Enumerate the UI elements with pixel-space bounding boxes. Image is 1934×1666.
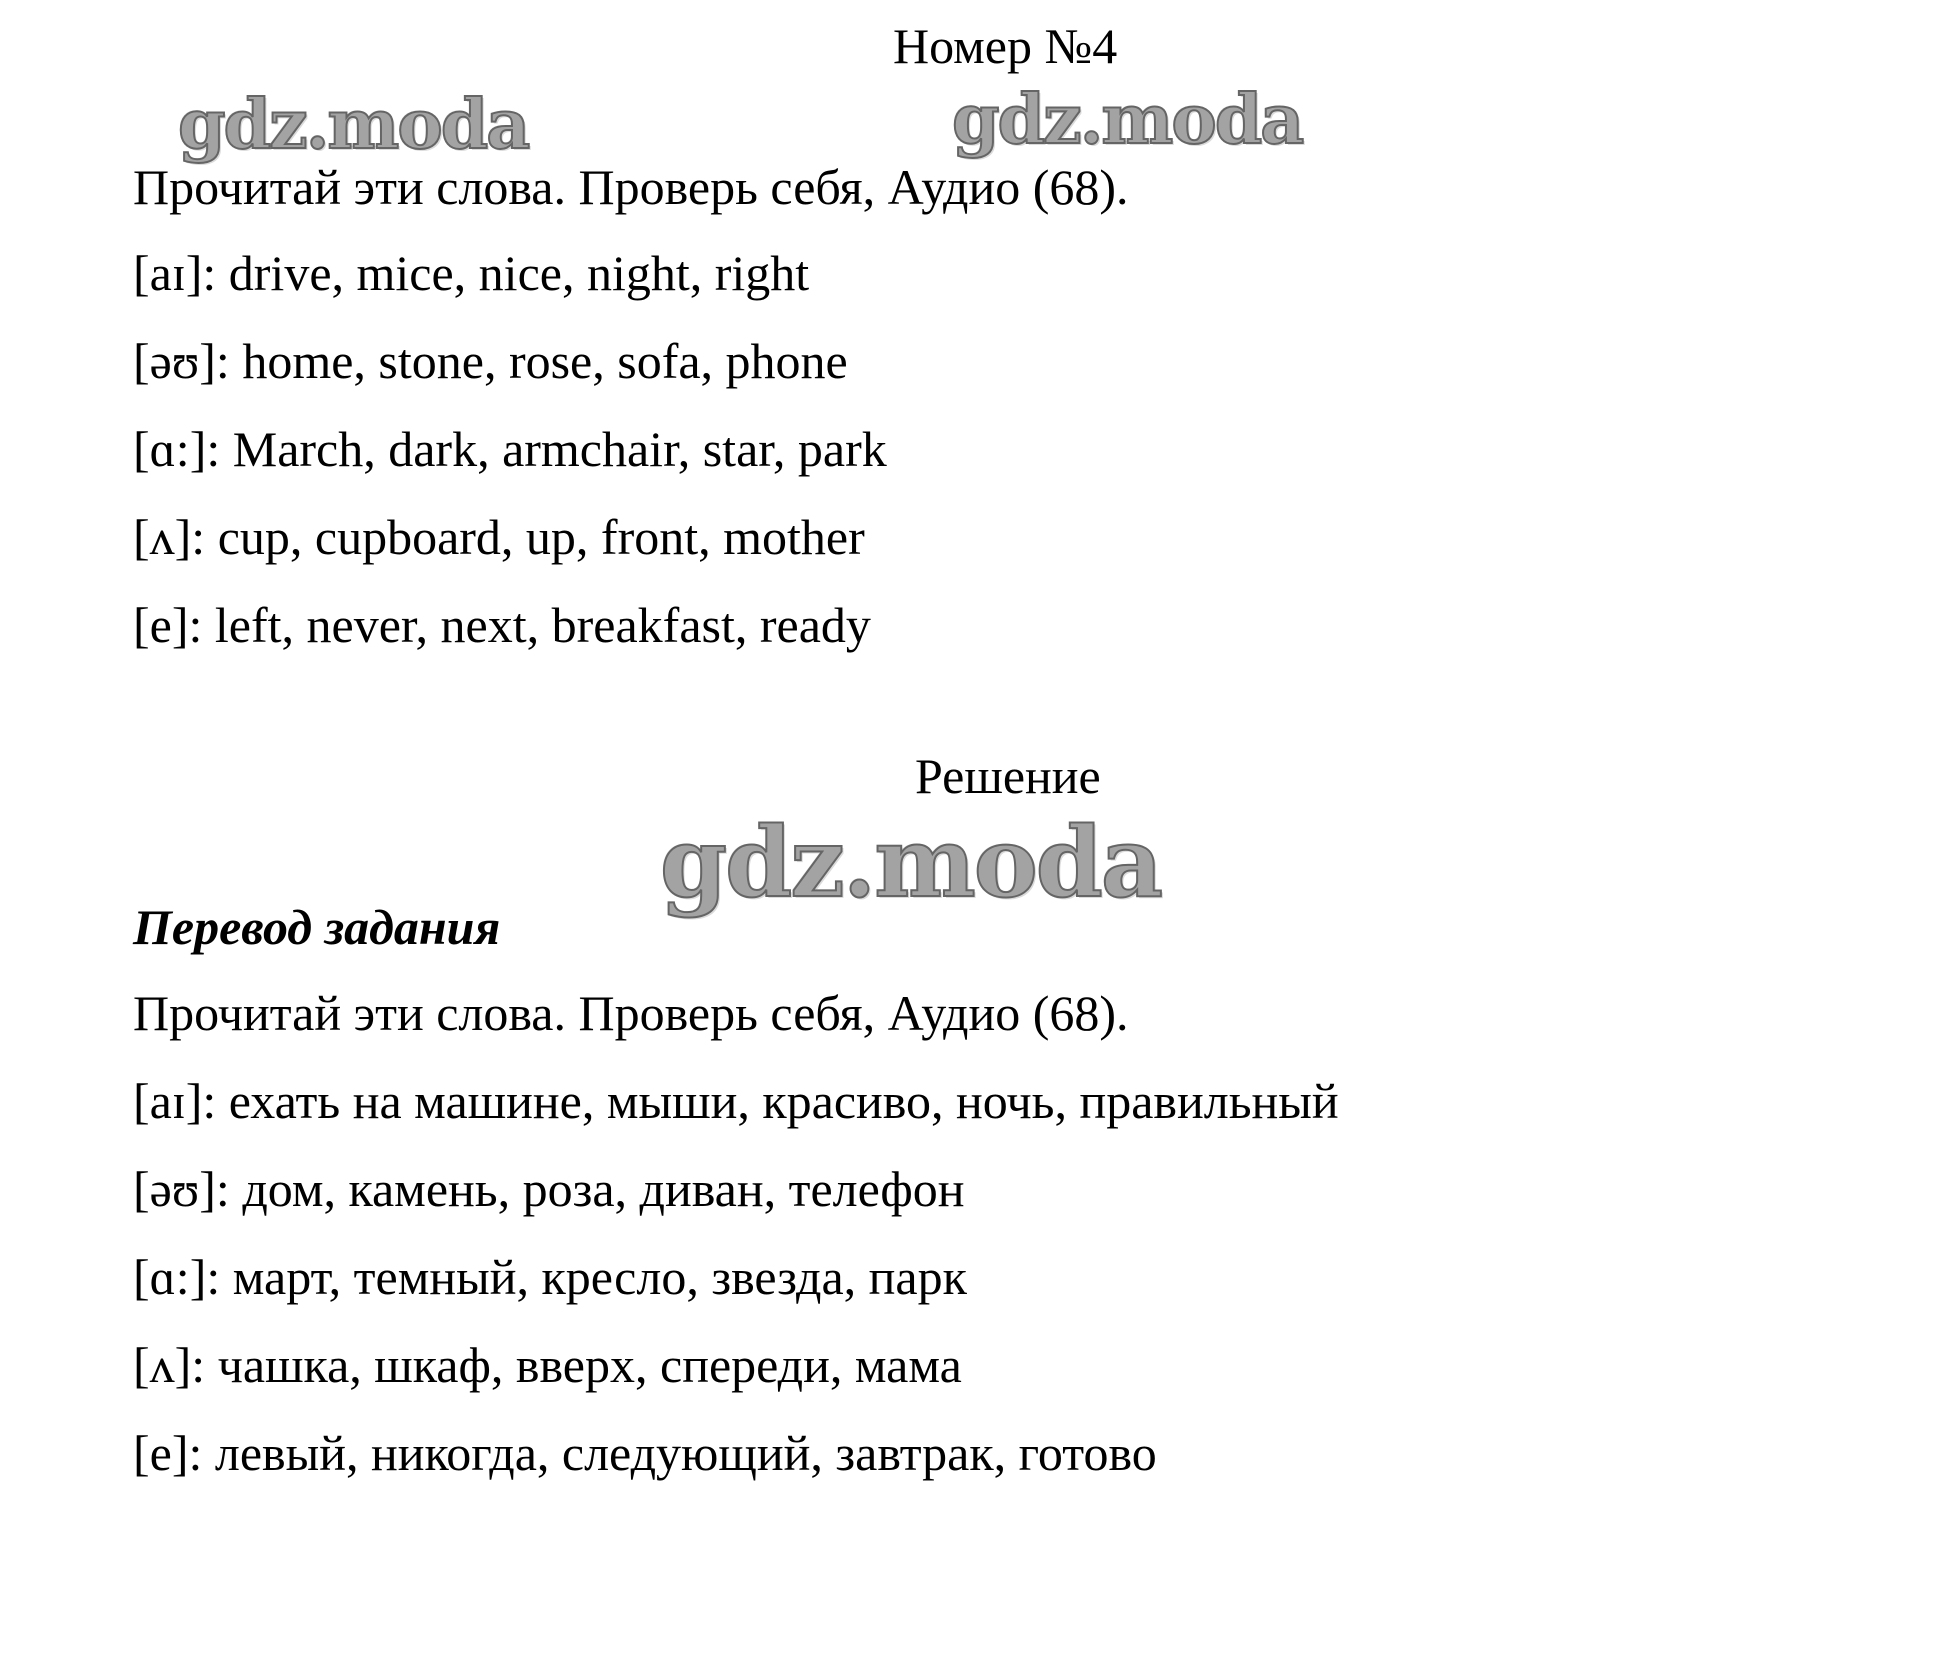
translation-line-a-long: [ɑ:]: март, темный, кресло, звезда, парк xyxy=(133,1249,967,1305)
watermark-logo-large: gdz.moda xyxy=(660,806,1162,919)
task-line-wedge: [ʌ]: cup, cupboard, up, front, mother xyxy=(133,509,865,565)
translation-instruction: Прочитай эти слова. Проверь себя, Аудио (68). xyxy=(133,985,1129,1041)
task-line-ai: [aɪ]: drive, mice, nice, night, right xyxy=(133,245,810,301)
page-title: Номер №4 xyxy=(893,18,1118,74)
solution-heading: Решение xyxy=(915,748,1101,804)
task-line-ou: [əʊ]: home, stone, rose, sofa, phone xyxy=(133,333,848,389)
translation-line-e: [e]: левый, никогда, следующий, завтрак, готово xyxy=(133,1425,1157,1481)
translation-line-wedge: [ʌ]: чашка, шкаф, вверх, спереди, мама xyxy=(133,1337,962,1393)
task-instruction: Прочитай эти слова. Проверь себя, Аудио (68). xyxy=(133,159,1129,215)
watermark-logo-center: gdz.moda xyxy=(952,80,1303,160)
translation-line-ou: [əʊ]: дом, камень, роза, диван, телефон xyxy=(133,1161,965,1217)
translation-line-ai: [aɪ]: ехать на машине, мыши, красиво, ночь, правильный xyxy=(133,1073,1339,1129)
watermark-logo-left: gdz.moda xyxy=(178,85,529,165)
translation-heading: Перевод задания xyxy=(133,899,501,955)
task-line-a-long: [ɑ:]: March, dark, armchair, star, park xyxy=(133,421,887,477)
task-line-e: [e]: left, never, next, breakfast, ready xyxy=(133,597,871,653)
